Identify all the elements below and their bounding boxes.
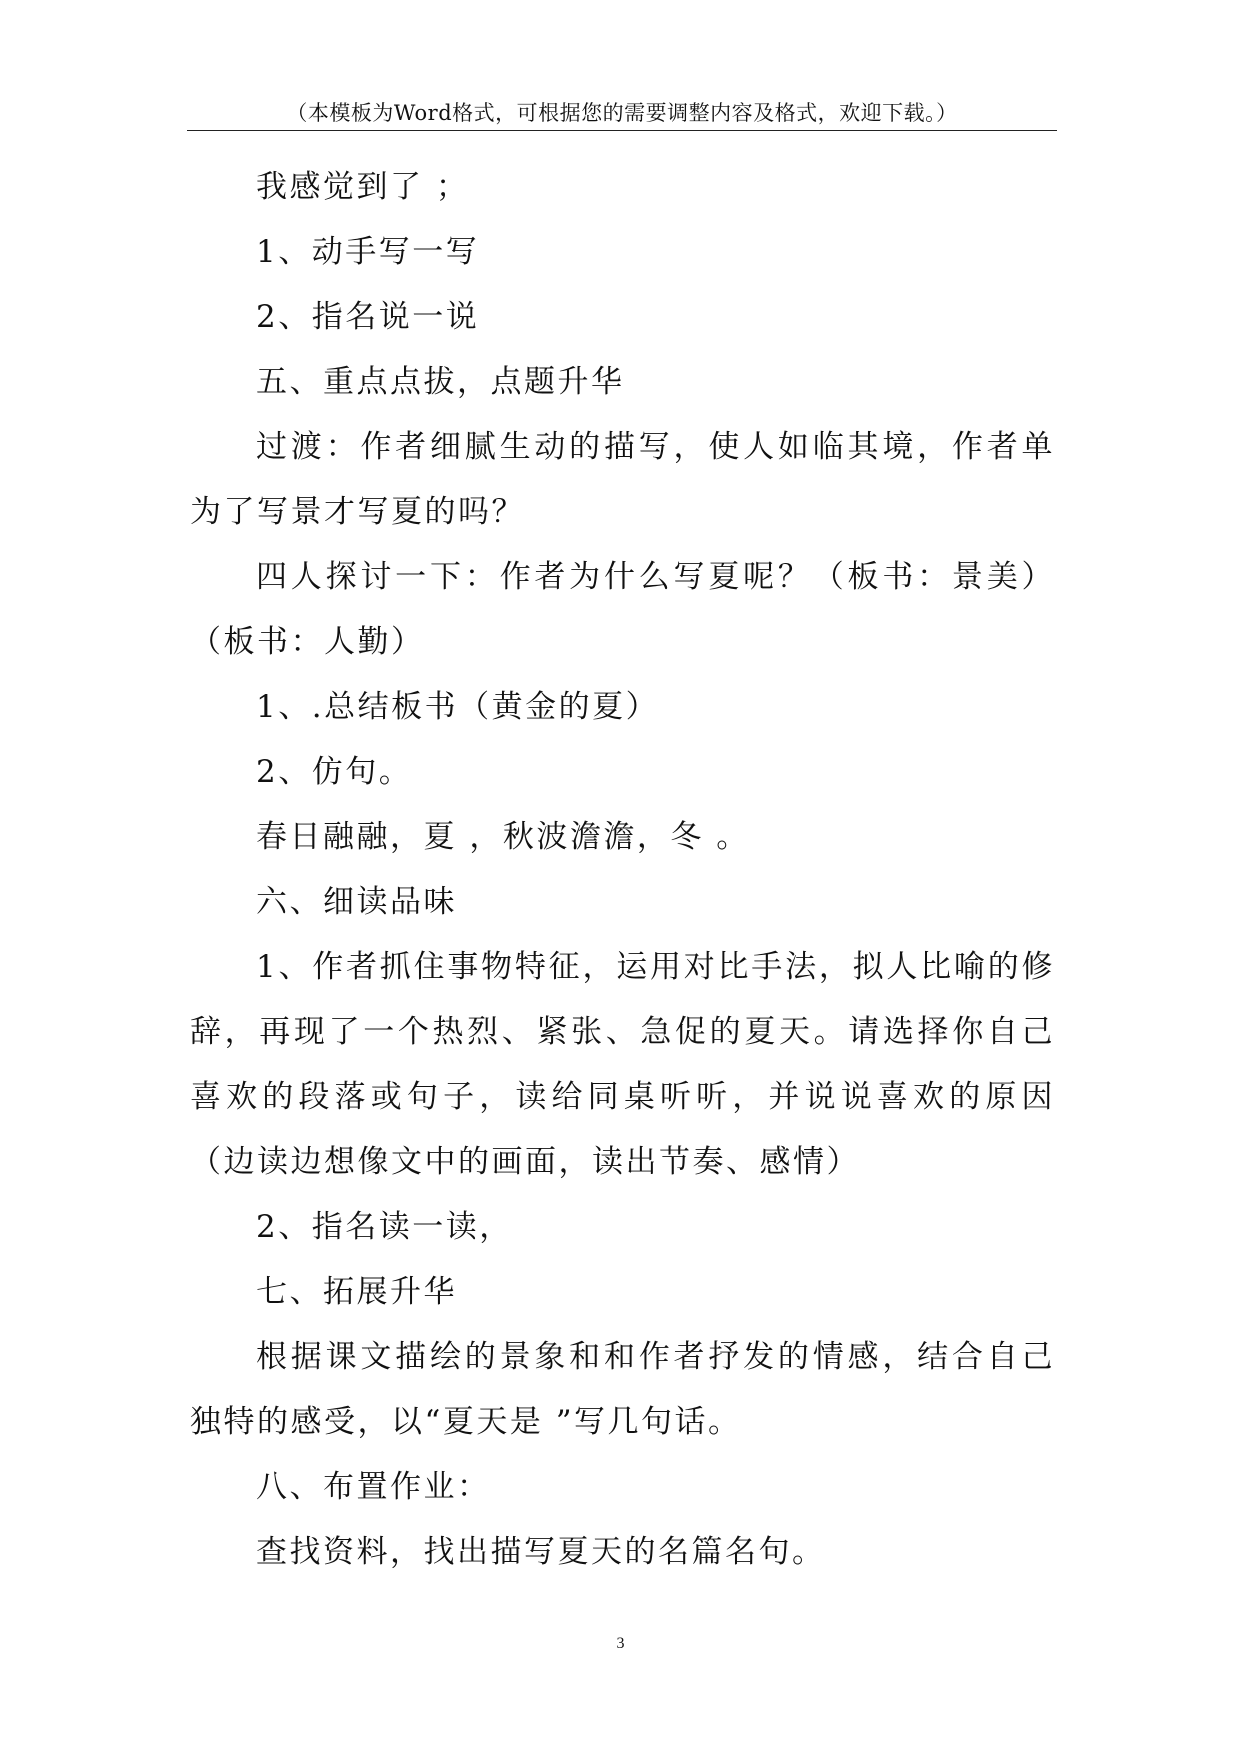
page-number: 3 (616, 1635, 625, 1652)
paragraph: 根据课文描绘的景象和和作者抒发的情感，结合自己独特的感受，以“夏天是 ”写几句话。 (190, 1339, 1055, 1440)
page-header: （本模板为Word格式，可根据您的需要调整内容及格式，欢迎下载。） (286, 101, 958, 125)
paragraph: 春日融融，夏 ，秋波澹澹，冬 。 (256, 819, 750, 855)
paragraph: 过渡：作者细腻生动的描写，使人如临其境，作者单为了写景才写夏的吗？ (190, 429, 1055, 530)
paragraph: 1、.总结板书（黄金的夏） (256, 689, 660, 725)
paragraph: 1、作者抓住事物特征，运用对比手法，拟人比喻的修辞，再现了一个热烈、紧张、急促的夏天。请选择你自己喜欢的段落或句子，读给同桌听听，并说说喜欢的原因（边读边想像文中的画面，读出节奏、感情） (190, 949, 1055, 1180)
section-heading: 七、拓展升华 (256, 1274, 457, 1310)
paragraph: 查找资料，找出描写夏天的名篇名句。 (256, 1534, 826, 1570)
paragraph: 2、指名说一说 (256, 299, 480, 335)
section-heading: 六、细读品味 (256, 884, 457, 920)
paragraph: 2、指名读一读， (256, 1209, 513, 1245)
document-body (190, 155, 1055, 1585)
section-heading: 五、重点点拔，点题升华 (256, 364, 625, 400)
section-heading: 八、布置作业： (256, 1469, 491, 1505)
paragraph: 我感觉到了 ； (256, 169, 470, 205)
paragraph: 四人探讨一下：作者为什么写夏呢？（板书：景美）（板书：人勤） (190, 559, 1055, 660)
paragraph: 2、仿句。 (256, 754, 413, 790)
header-divider (187, 130, 1057, 131)
paragraph: 1、动手写一写 (256, 234, 480, 270)
